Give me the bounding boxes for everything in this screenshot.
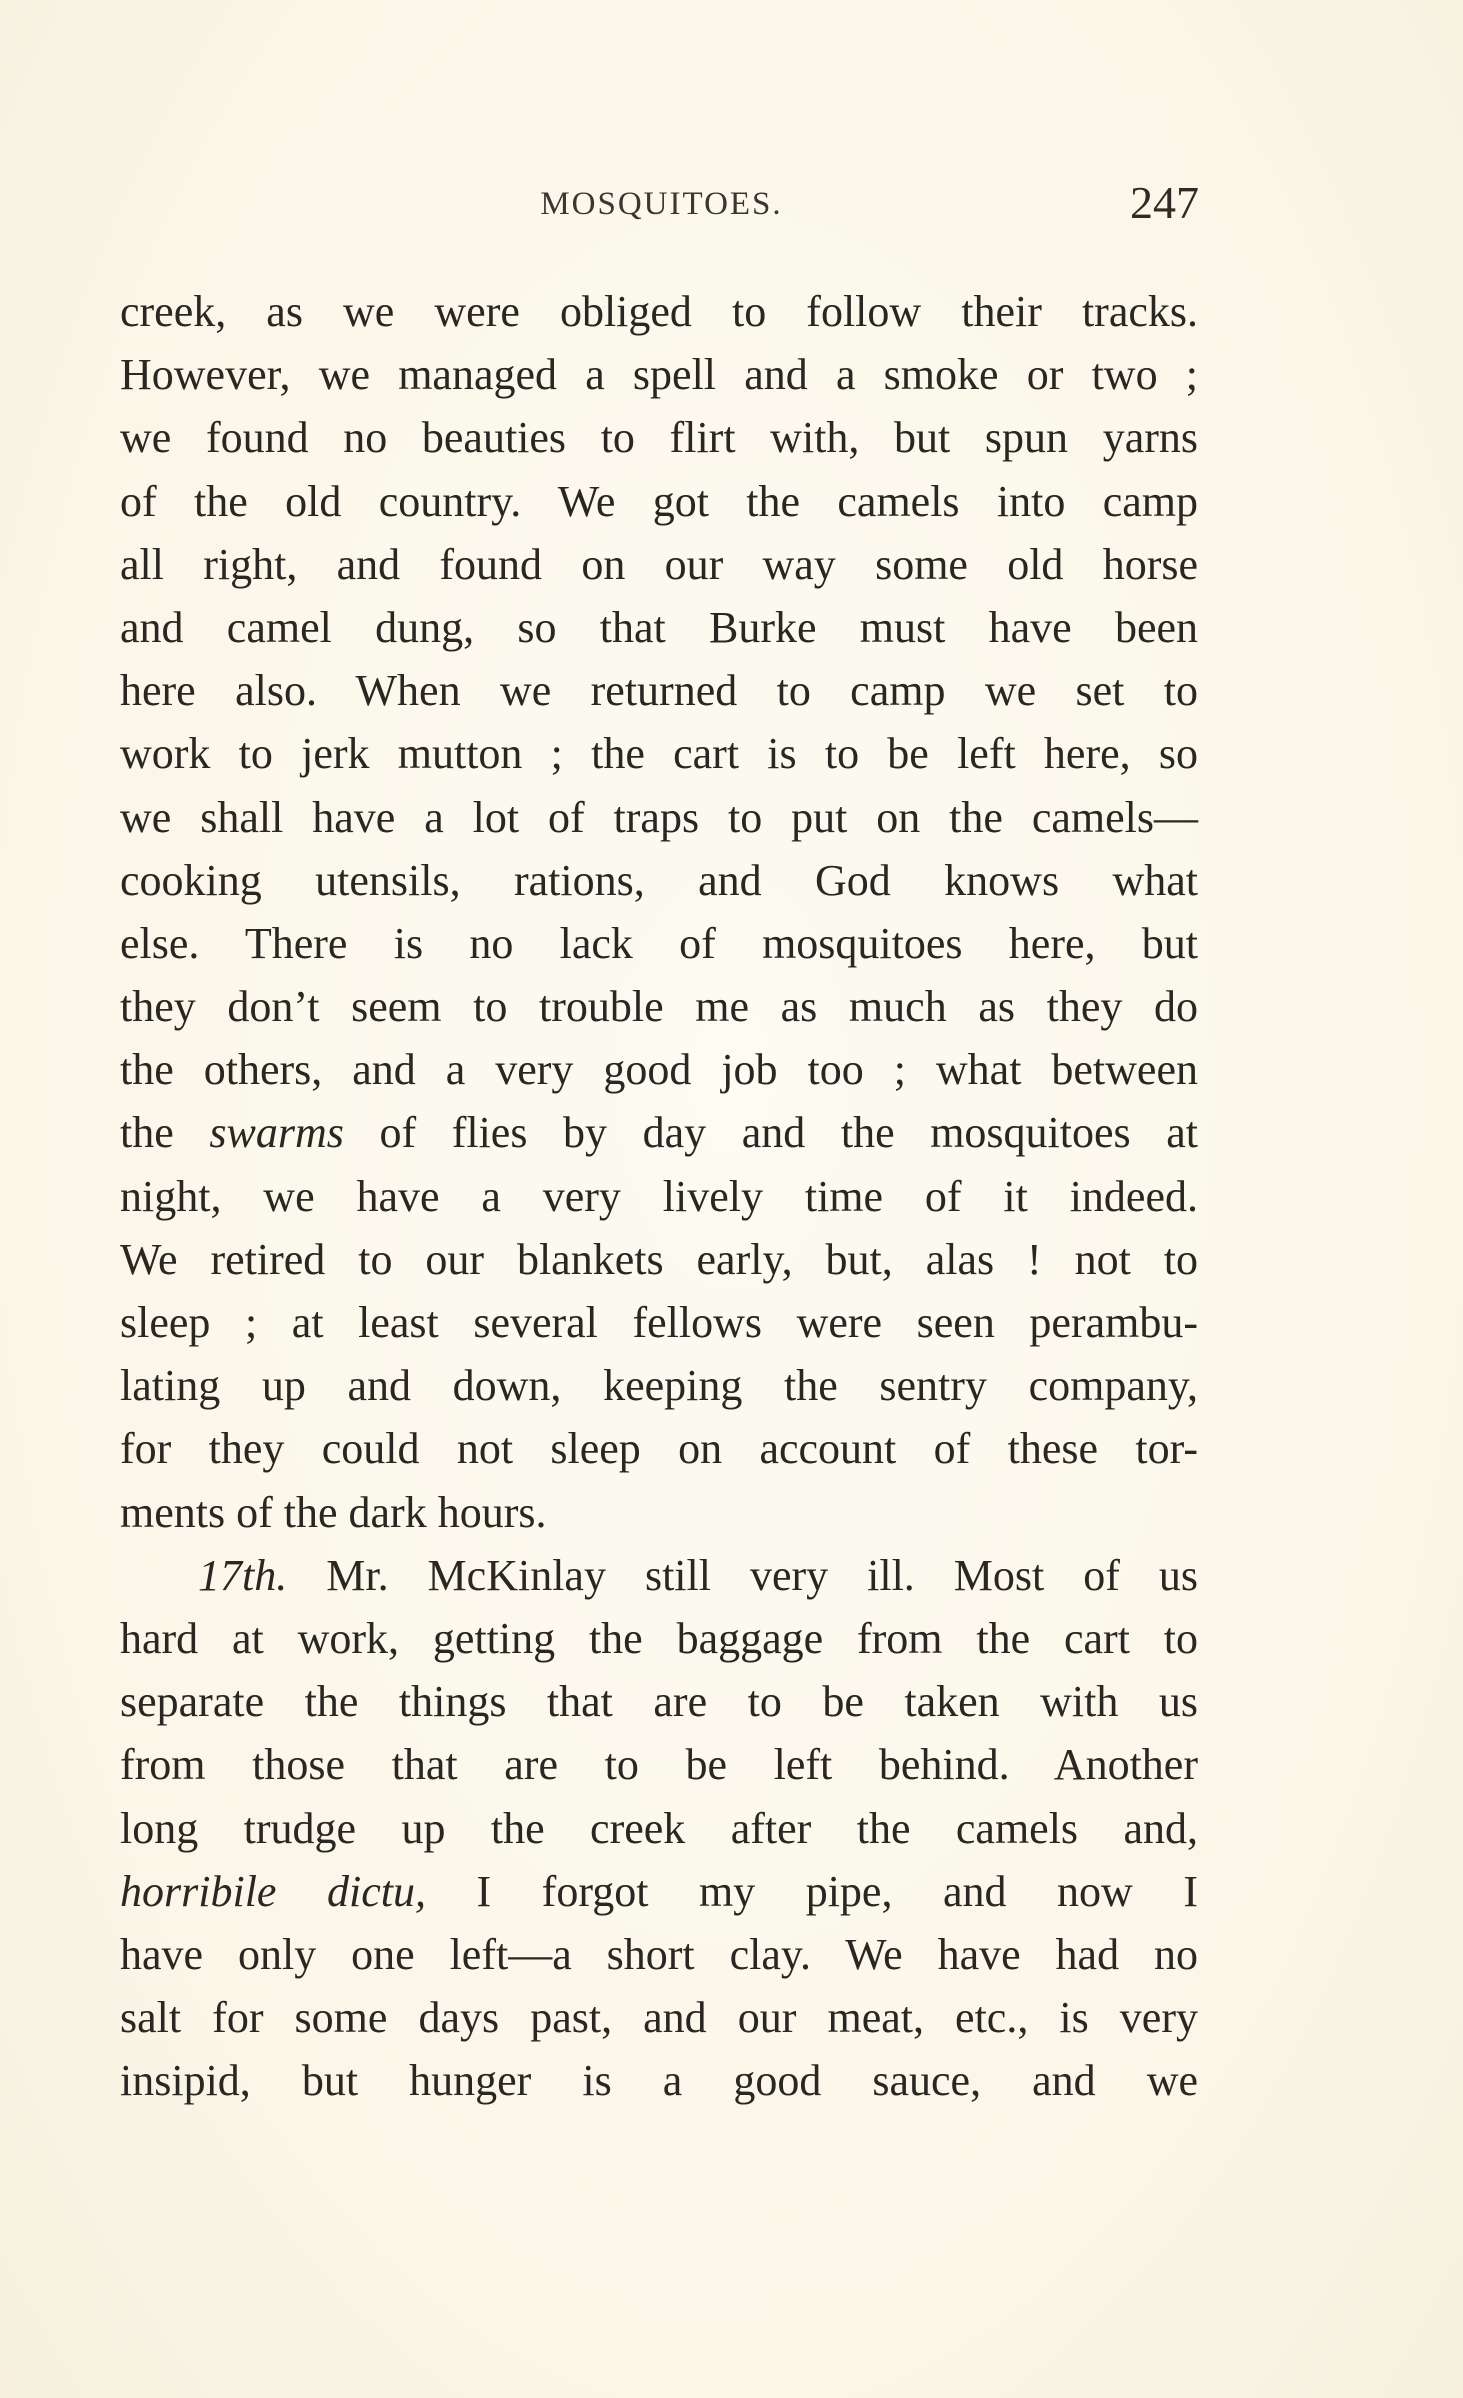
date-entry: 17th.	[198, 1550, 288, 1600]
text-line: ments of the dark hours.	[120, 1487, 547, 1537]
text-line: long trudge up the creek after the camels and,	[120, 1803, 1198, 1853]
text-line: else. There is no lack of mosquitoes here, but	[120, 918, 1198, 968]
text-line: from those that are to be left behind. Another	[120, 1740, 1198, 1790]
text-line: all right, and found on our way some old horse	[120, 539, 1198, 589]
text-line: salt for some days past, and our meat, etc., is very	[120, 1993, 1198, 2043]
text-line: work to jerk mutton ; the cart is to be left here, so	[120, 729, 1198, 779]
text-line: cooking utensils, rations, and God knows what	[120, 855, 1198, 905]
text-line: creek, as we were obliged to follow their tracks.	[120, 287, 1198, 336]
text-line: of the old country. We got the camels into camp	[120, 476, 1198, 526]
text-line	[120, 1101, 1198, 1164]
text-segment: the	[120, 1108, 210, 1158]
text-line: sleep ; at least several fellows were seen perambu-	[120, 1298, 1198, 1347]
text-line: We retired to our blankets early, but, alas ! not to	[120, 1234, 1198, 1284]
text-line: However, we managed a spell and a smoke or two ;	[120, 350, 1198, 400]
text-line: insipid, but hunger is a good sauce, and we	[120, 2056, 1198, 2106]
text-line: hard at work, getting the baggage from the cart to	[120, 1613, 1198, 1663]
text-line: lating up and down, keeping the sentry company,	[120, 1361, 1198, 1411]
page-number: 247	[1130, 177, 1199, 228]
italic-phrase: horribile dictu,	[120, 1866, 426, 1916]
text-line: have only one left—a short clay. We have had no	[120, 1929, 1198, 1979]
text-line: we shall have a lot of traps to put on the camels—	[120, 792, 1198, 842]
text-line: the others, and a very good job too ; what between	[120, 1045, 1198, 1095]
text-line: for they could not sleep on account of these tor-	[120, 1424, 1198, 1474]
text-line: and camel dung, so that Burke must have been	[120, 602, 1198, 652]
text-line: we found no beauties to flirt with, but spun yarns	[120, 413, 1198, 463]
text-line	[120, 1860, 1198, 1923]
body-text	[120, 280, 1198, 2112]
text-line: separate the things that are to be taken with us	[120, 1677, 1198, 1727]
running-title: MOSQUITOES.	[540, 186, 783, 222]
italic-word: swarms	[209, 1108, 344, 1158]
text-segment: of flies by day and the mosquitoes at	[343, 1108, 1199, 1158]
text-line: here also. When we returned to camp we set to	[120, 666, 1198, 716]
text-line: night, we have a very lively time of it indeed.	[120, 1171, 1198, 1221]
text-segment: I forgot my pipe, and now I	[425, 1866, 1198, 1916]
text-line: they don’t seem to trouble me as much as they do	[120, 982, 1198, 1032]
running-head	[124, 176, 1199, 236]
text-segment: Mr. McKinlay still very ill. Most of us	[287, 1550, 1198, 1600]
text-line	[120, 1544, 1198, 1607]
